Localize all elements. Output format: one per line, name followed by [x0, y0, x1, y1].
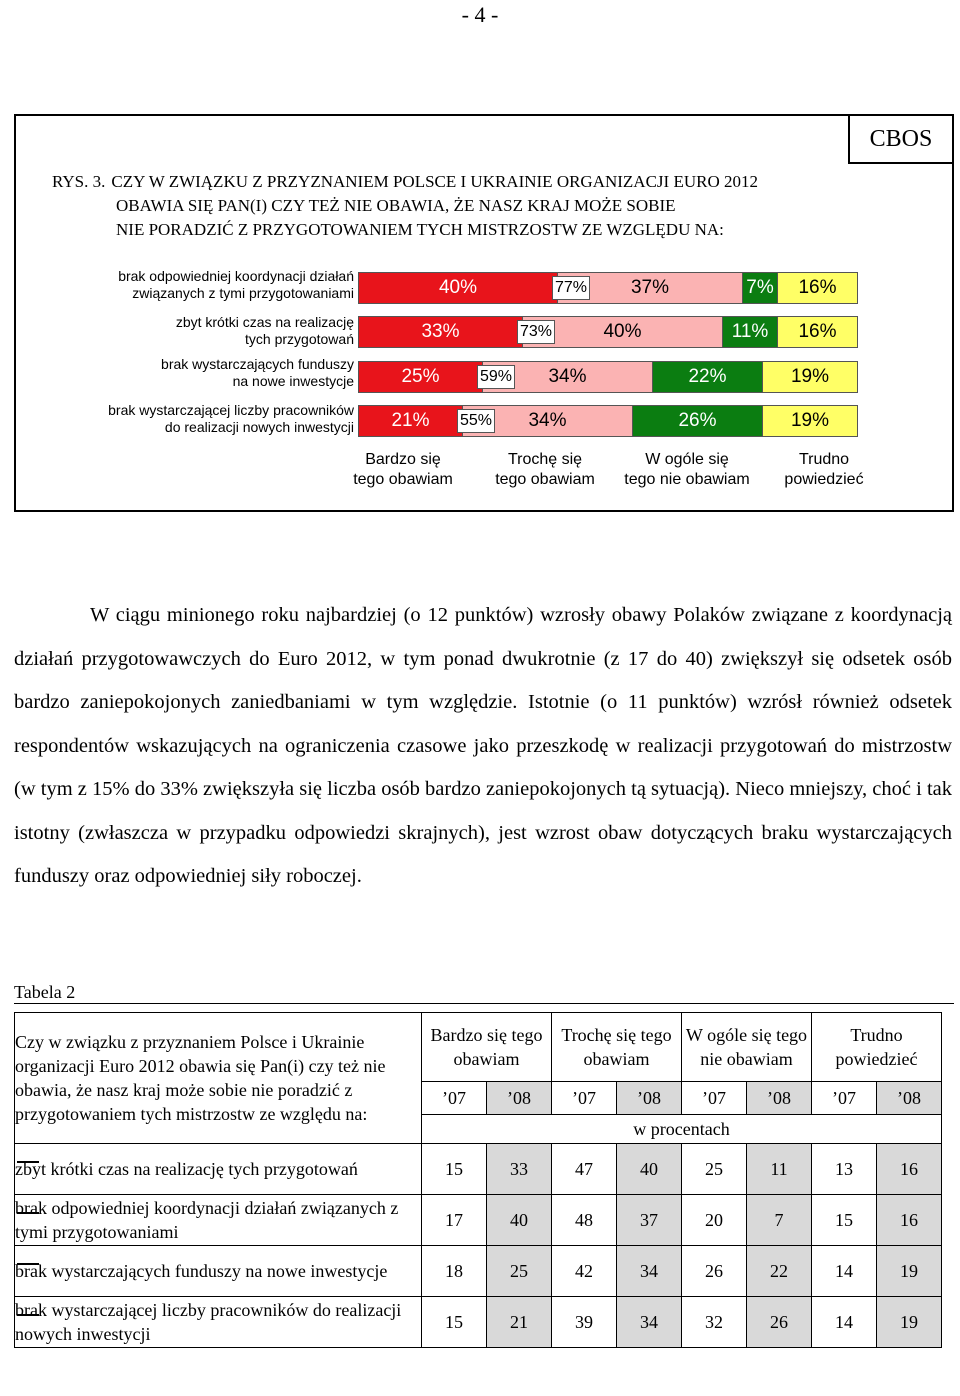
year-cell: ’07 — [552, 1082, 617, 1115]
table-question: Czy w związku z przyznaniem Polsce i Ukrainie organizacji Euro 2012 obawia się Pan(i) czy też nie obawia, że nasz kraj może sobie nie poradzić z przygotowaniem tych mistrzostw ze względu na: — [15, 1013, 422, 1144]
chart-title-line-2: OBAWIA SIĘ PAN(I) CZY TEŻ NIE OBAWIA, ŻE NASZ KRAJ MOŻE SOBIE — [116, 196, 676, 215]
segment-troche: 37% — [558, 272, 743, 304]
year-cell: ’08 — [617, 1082, 682, 1115]
value-cell: 19 — [877, 1246, 942, 1297]
value-cell: 15 — [422, 1297, 487, 1348]
segment-troche: 34% — [483, 361, 653, 393]
results-table — [14, 1012, 942, 1348]
value-cell: 19 — [877, 1297, 942, 1348]
year-cell: ’08 — [877, 1082, 942, 1115]
cumulative-label: 77% — [552, 276, 590, 300]
value-cell: 42 — [552, 1246, 617, 1297]
legend-wogole: W ogóle się tego nie obawiam — [624, 451, 750, 488]
header-bardzo: Bardzo się tego obawiam — [422, 1013, 552, 1082]
value-cell: 21 — [487, 1297, 552, 1348]
row-label: brak wystarczającej liczby pracowników do realizacji nowych inwestycji — [15, 1297, 422, 1348]
value-cell: 14 — [812, 1246, 877, 1297]
segment-bardzo: 25% — [358, 361, 483, 393]
value-cell: 13 — [812, 1144, 877, 1195]
table-row — [15, 1195, 942, 1246]
row-label: zbyt krótki czas na realizację tych przygotowań — [15, 1144, 422, 1195]
segment-wogole: 7% — [743, 272, 778, 304]
year-cell: ’07 — [682, 1082, 747, 1115]
legend-bardzo: Bardzo się tego obawiam — [353, 451, 453, 488]
segment-trudno: 19% — [763, 361, 858, 393]
value-cell: 26 — [682, 1246, 747, 1297]
header-wogole: W ogóle się tego nie obawiam — [682, 1013, 812, 1082]
value-cell: 25 — [682, 1144, 747, 1195]
value-cell: 20 — [682, 1195, 747, 1246]
chart-title-line-3: NIE PORADZIĆ Z PRZYGOTOWANIEM TYCH MISTRZOSTW ZE WZGLĘDU NA: — [116, 220, 724, 239]
value-cell: 11 — [747, 1144, 812, 1195]
value-cell: 16 — [877, 1144, 942, 1195]
value-cell: 22 — [747, 1246, 812, 1297]
year-cell: ’07 — [422, 1082, 487, 1115]
table-row — [15, 1246, 942, 1297]
figure-label: RYS. 3. — [52, 172, 106, 191]
cbos-logo: CBOS — [848, 114, 954, 164]
body-paragraph: W ciągu minionego roku najbardziej (o 12 punktów) wzrosły obawy Polaków związane z koordynacją działań przygotowawczych do Euro 2012, w tym ponad dwukrotnie (z 17 do 40) zwiększył się odsetek osób bardzo zaniepokojonych zaniedbaniami w tym względzie. Istotnie (o 11 punktów) wzrósł również odsetek respondentów wskazujących na ograniczenia czasowe jako przeszkodę w realizacji przygotowań do mistrzostw (w tym z 15% do 33% zwiększyła się liczba osób bardzo zaniepokojonych tą sytuacją). Nieco mniejszy, choć i tak istotny (zwłaszcza w przypadku odpowiedzi skrajnych), jest wzrost obaw dotyczących braku wystarczających funduszy oraz odpowiedniej siły roboczej. — [14, 604, 952, 887]
chart-title — [52, 170, 852, 242]
segment-trudno: 19% — [763, 405, 858, 437]
segment-troche: 40% — [523, 316, 723, 348]
value-cell: 25 — [487, 1246, 552, 1297]
value-cell: 47 — [552, 1144, 617, 1195]
value-cell: 7 — [747, 1195, 812, 1246]
value-cell: 14 — [812, 1297, 877, 1348]
year-cell: ’08 — [487, 1082, 552, 1115]
value-cell: 40 — [487, 1195, 552, 1246]
header-trudno: Trudno powiedzieć — [812, 1013, 942, 1082]
year-cell: ’08 — [747, 1082, 812, 1115]
row-label-2: zbyt krótki czas na realizację tych przygotowań — [175, 314, 354, 347]
value-cell: 34 — [617, 1246, 682, 1297]
year-cell: ’07 — [812, 1082, 877, 1115]
legend-troche: Trochę się tego obawiam — [495, 451, 595, 488]
value-cell: 40 — [617, 1144, 682, 1195]
value-cell: 39 — [552, 1297, 617, 1348]
row-label-4: brak wystarczającej liczby pracowników do realizacji nowych inwestycji — [108, 402, 354, 435]
segment-wogole: 22% — [653, 361, 763, 393]
segment-bardzo: 21% — [358, 405, 463, 437]
cumulative-label: 55% — [457, 409, 495, 433]
row-label: brak wystarczających funduszy na nowe inwestycje — [15, 1246, 422, 1297]
table-row — [15, 1144, 942, 1195]
value-cell: 33 — [487, 1144, 552, 1195]
table-caption-rule — [14, 1003, 954, 1004]
value-cell: 34 — [617, 1297, 682, 1348]
segment-bardzo: 33% — [358, 316, 523, 348]
row-label-3: brak wystarczających funduszy na nowe inwestycje — [161, 356, 354, 389]
segment-troche: 34% — [463, 405, 633, 437]
bar-row-1 — [358, 272, 858, 304]
value-cell: 26 — [747, 1297, 812, 1348]
cumulative-label: 73% — [517, 320, 555, 344]
value-cell: 16 — [877, 1195, 942, 1246]
value-cell: 48 — [552, 1195, 617, 1246]
bar-row-2 — [358, 316, 858, 348]
segment-wogole: 11% — [723, 316, 778, 348]
chart-title-line-1: CZY W ZWIĄZKU Z PRZYZNANIEM POLSCE I UKRAINIE ORGANIZACJI EURO 2012 — [111, 172, 758, 191]
page-number: - 4 - — [461, 2, 499, 27]
bar-row-3 — [358, 361, 858, 393]
value-cell: 32 — [682, 1297, 747, 1348]
legend-trudno: Trudno powiedzieć — [784, 451, 864, 488]
value-cell: 37 — [617, 1195, 682, 1246]
row-label-1: brak odpowiedniej koordynacji działań związanych z tymi przygotowaniami — [118, 268, 354, 301]
value-cell: 15 — [812, 1195, 877, 1246]
table-caption: Tabela 2 — [14, 982, 76, 1002]
value-cell: 15 — [422, 1144, 487, 1195]
row-label: brak odpowiedniej koordynacji działań związanych z tymi przygotowaniami — [15, 1195, 422, 1246]
header-troche: Trochę się tego obawiam — [552, 1013, 682, 1082]
cumulative-label: 59% — [477, 365, 515, 389]
unit-label: w procentach — [422, 1115, 942, 1144]
segment-trudno: 16% — [778, 272, 858, 304]
segment-bardzo: 40% — [358, 272, 558, 304]
table-row — [15, 1297, 942, 1348]
segment-wogole: 26% — [633, 405, 763, 437]
segment-trudno: 16% — [778, 316, 858, 348]
bar-row-4 — [358, 405, 858, 437]
value-cell: 17 — [422, 1195, 487, 1246]
value-cell: 18 — [422, 1246, 487, 1297]
